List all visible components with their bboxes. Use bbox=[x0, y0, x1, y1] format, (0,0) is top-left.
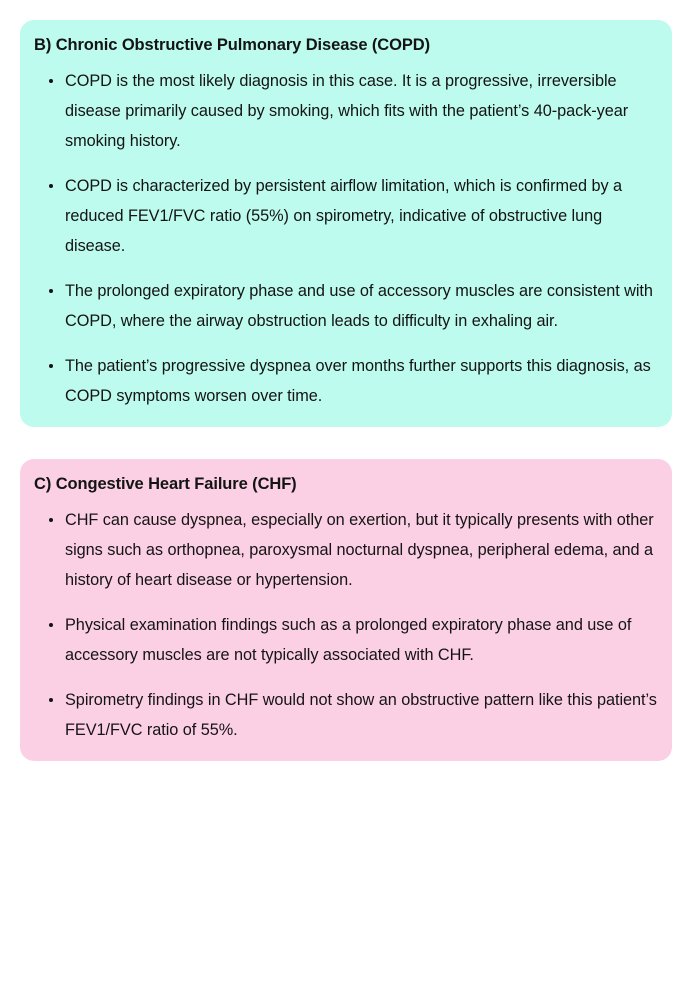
list-item bbox=[34, 276, 660, 336]
list-item-text: The prolonged expiratory phase and use of accessory muscles are consistent with COPD, where the airway obstruction leads to difficulty in exhaling air. bbox=[65, 281, 653, 330]
bullet-dot-icon bbox=[49, 623, 53, 627]
list-item-text: Spirometry findings in CHF would not show an obstructive pattern like this patient’s FEV1/FVC ratio of 55%. bbox=[65, 690, 657, 739]
list-item bbox=[34, 351, 660, 411]
bullet-list-copd bbox=[34, 66, 660, 411]
bullet-list-chf bbox=[34, 505, 660, 745]
list-item bbox=[34, 505, 660, 595]
bullet-dot-icon bbox=[49, 698, 53, 702]
bullet-dot-icon bbox=[49, 184, 53, 188]
list-item bbox=[34, 685, 660, 745]
list-item-text: COPD is characterized by persistent airflow limitation, which is confirmed by a reduced FEV1/FVC ratio (55%) on spirometry, indicative of obstructive lung disease. bbox=[65, 176, 623, 255]
section-card-copd bbox=[20, 20, 672, 427]
section-card-chf bbox=[20, 459, 672, 761]
list-item bbox=[34, 610, 660, 670]
list-item bbox=[34, 171, 660, 261]
bullet-dot-icon bbox=[49, 289, 53, 293]
bullet-dot-icon bbox=[49, 79, 53, 83]
bullet-dot-icon bbox=[49, 518, 53, 522]
list-item-text: The patient’s progressive dyspnea over months further supports this diagnosis, as COPD symptoms worsen over time. bbox=[65, 356, 651, 405]
section-heading-chf: C) Congestive Heart Failure (CHF) bbox=[34, 474, 297, 493]
bullet-dot-icon bbox=[49, 364, 53, 368]
section-heading-copd: B) Chronic Obstructive Pulmonary Disease (COPD) bbox=[34, 36, 430, 54]
list-item-text: CHF can cause dyspnea, especially on exertion, but it typically presents with other signs such as orthopnea, paroxysmal nocturnal dyspnea, peripheral edema, and a history of heart disease or hypertension. bbox=[65, 510, 654, 589]
list-item-text: COPD is the most likely diagnosis in this case. It is a progressive, irreversible disease primarily caused by smoking, which fits with the patient’s 40-pack-year smoking history. bbox=[65, 71, 629, 150]
list-item-text: Physical examination findings such as a prolonged expiratory phase and use of accessory muscles are not typically associated with CHF. bbox=[65, 615, 632, 664]
list-item bbox=[34, 66, 660, 156]
